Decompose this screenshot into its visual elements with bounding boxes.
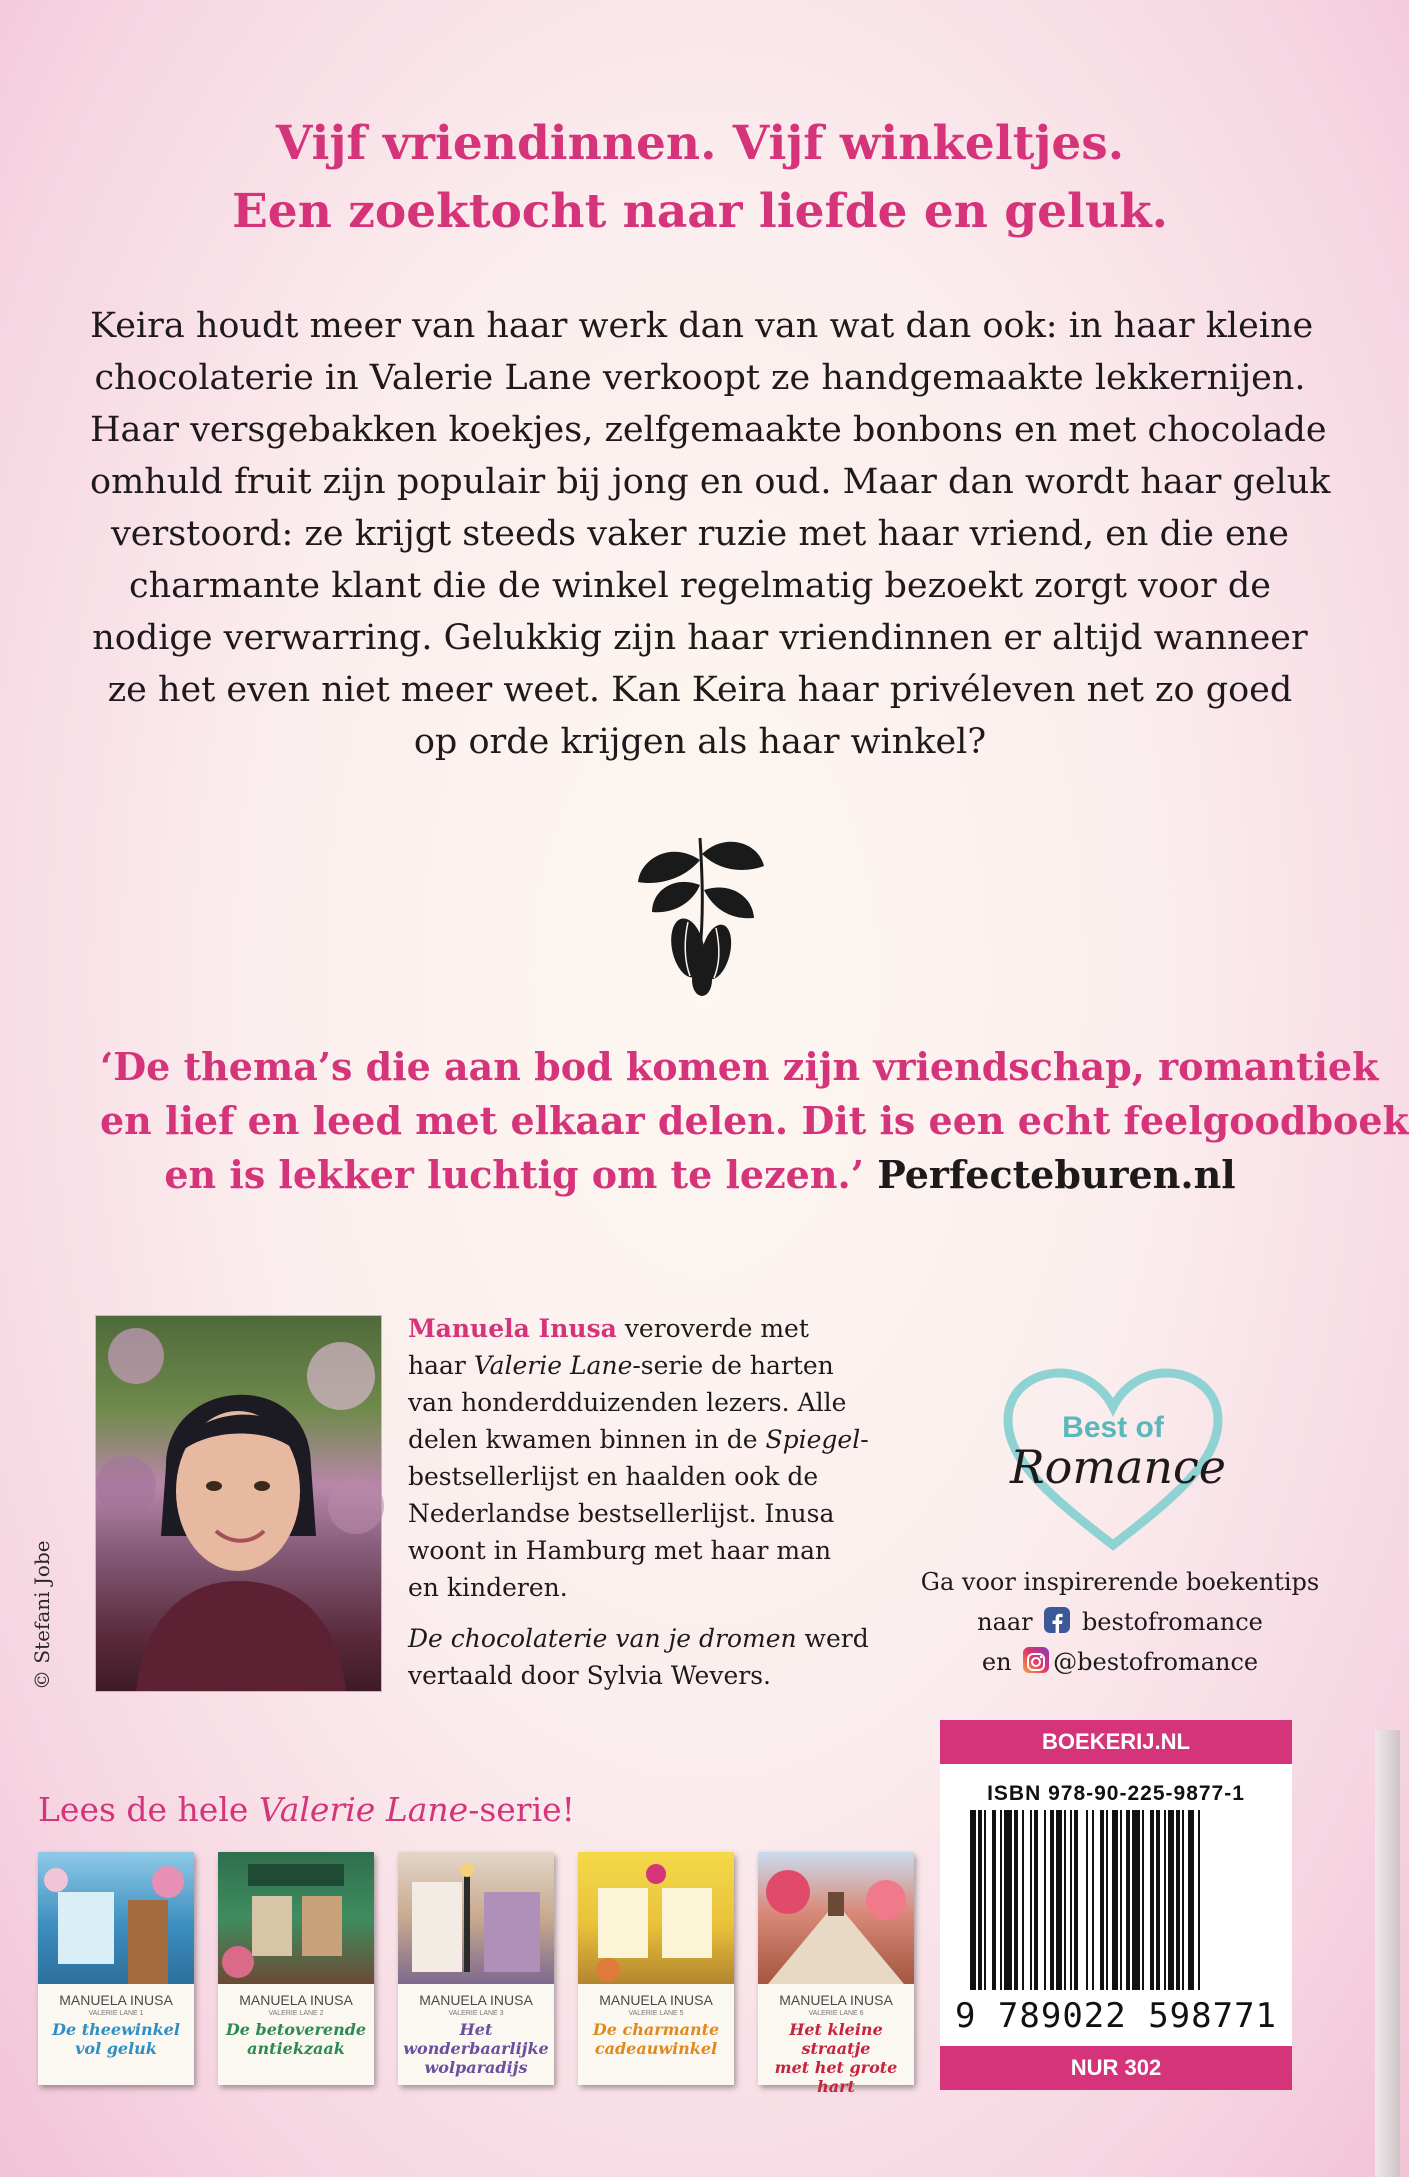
author-name: Manuela Inusa <box>408 1314 617 1343</box>
instagram-icon <box>1023 1647 1049 1673</box>
book-author: MANUELA INUSA <box>779 1992 893 2008</box>
isbn-text: ISBN 978-90-225-9877-1 <box>987 1782 1245 1805</box>
book-title: wolparadijs <box>424 2058 528 2077</box>
bio-text: bestsellerlijst en haalden ook de <box>408 1462 819 1491</box>
author-bio <box>408 1310 888 1694</box>
tips-text: Ga voor inspirerende boekentips <box>920 1568 1320 1596</box>
blurb-line: chocolaterie in Valerie Lane verkoopt ze handgemaakte lekkernijen. <box>94 358 1306 398</box>
bio-text: en kinderen. <box>408 1573 568 1602</box>
quote-line-3: en is lekker luchtig om te lezen.’ <box>164 1152 864 1197</box>
tips-text: en <box>981 1648 1012 1676</box>
blurb-line: nodige verwarring. Gelukkig zijn haar vriendinnen er altijd wanneer <box>92 618 1308 658</box>
series-heading <box>38 1790 575 1829</box>
best-of-romance-logo <box>988 1365 1238 1555</box>
blurb-line: ze het even niet meer weet. Kan Keira haar privéleven net zo goed <box>107 670 1293 710</box>
book-author: MANUELA INUSA <box>239 1992 353 2008</box>
book-series-number: VALERIE LANE 5 <box>628 2010 684 2017</box>
book-author: MANUELA INUSA <box>59 1992 173 2008</box>
book-author: MANUELA INUSA <box>599 1992 713 2008</box>
series-name: Valerie Lane <box>473 1351 633 1380</box>
review-quote <box>100 1040 1409 1202</box>
bio-text: woont in Hamburg met haar man <box>408 1536 832 1565</box>
book-author: MANUELA INUSA <box>419 1992 533 2008</box>
series-heading-text: Lees de hele <box>38 1790 259 1829</box>
blurb-line: op orde krijgen als haar winkel? <box>413 722 987 762</box>
book-series-number: VALERIE LANE 1 <box>88 2010 144 2017</box>
bio-text: -serie de harten <box>632 1351 834 1380</box>
blurb-line: charmante klant die de winkel regelmatig bezoekt zorgt voor de <box>129 566 1271 606</box>
instagram-handle[interactable]: @bestofromance <box>1053 1648 1259 1676</box>
quote-line-2: en lief en leed met elkaar delen. Dit is een echt feelgoodboek <box>100 1098 1409 1143</box>
blurb-line: verstoord: ze krijgt steeds vaker ruzie met haar vriend, en die ene <box>110 514 1290 554</box>
bio-text: haar <box>408 1351 474 1380</box>
book-title: Het wonderbaarlijke <box>403 2020 549 2058</box>
book-title: met het grote hart <box>774 2058 898 2096</box>
page-edge <box>1375 1730 1400 2177</box>
book-series-number: VALERIE LANE 3 <box>448 2010 504 2017</box>
series-book-1 <box>38 1852 194 2085</box>
nur-code: NUR 302 <box>940 2046 1292 2090</box>
book-title: cadeauwinkel <box>594 2039 718 2058</box>
blurb-line: Keira houdt meer van haar werk dan van wat dan ook: in haar kleine <box>90 306 1314 346</box>
publisher-site: BOEKERIJ.NL <box>940 1720 1292 1764</box>
barcode-icon <box>970 1810 1268 2010</box>
series-heading-text: Valerie Lane <box>258 1790 469 1829</box>
blurb <box>90 300 1331 768</box>
bio-text: van honderdduizenden lezers. Alle <box>408 1388 847 1417</box>
logo-text: Romance <box>1010 1440 1226 1494</box>
blurb-line: Haar versgebakken koekjes, zelfgemaakte bonbons en met chocolade <box>90 410 1327 450</box>
book-title: antiekzaak <box>247 2039 345 2058</box>
logo-text: Best of <box>1062 1411 1164 1444</box>
bio-text: delen kwamen binnen in de <box>408 1425 766 1454</box>
bio-text: veroverde met <box>616 1314 809 1343</box>
cocoa-branch-icon <box>630 830 770 1000</box>
tagline-line-1: Vijf vriendinnen. Vijf winkeltjes. <box>275 116 1125 171</box>
series-book-4 <box>578 1852 734 2085</box>
series-book-5 <box>758 1852 914 2096</box>
book-series-number: VALERIE LANE 2 <box>268 2010 324 2017</box>
bio-text: - <box>860 1425 869 1454</box>
author-photo <box>95 1315 382 1692</box>
book-title: De betoverende <box>225 2020 367 2039</box>
tagline <box>100 110 1300 246</box>
bio-text: Nederlandse bestsellerlijst. Inusa <box>408 1499 835 1528</box>
facebook-icon <box>1044 1607 1070 1633</box>
book-title: Het kleine straatje <box>789 2020 883 2058</box>
photo-credit: © Stefani Jobe <box>30 1540 54 1690</box>
book-title: vol geluk <box>75 2039 157 2058</box>
blurb-line: omhuld fruit zijn populair bij jong en oud. Maar dan wordt haar geluk <box>90 462 1331 502</box>
book-title: De theewinkel <box>52 2020 180 2039</box>
bio-text: werd <box>796 1624 869 1653</box>
series-book-2 <box>218 1852 374 2085</box>
book-title: De charmante <box>592 2020 720 2039</box>
series-heading-text: -serie! <box>468 1790 575 1829</box>
tagline-line-2: Een zoektocht naar liefde en geluk. <box>231 184 1168 239</box>
best-of-romance-tips <box>890 1562 1350 1682</box>
quote-source: Perfecteburen.nl <box>877 1152 1236 1197</box>
tips-text: naar <box>977 1608 1033 1636</box>
translator-credit: vertaald door Sylvia Wevers. <box>408 1661 771 1690</box>
barcode-digits: 9 789022 598771 <box>954 1996 1278 2036</box>
facebook-handle[interactable]: bestofromance <box>1081 1608 1263 1636</box>
quote-line-1: ‘De thema’s die aan bod komen zijn vriendschap, romantiek <box>100 1044 1379 1089</box>
series-book-3 <box>398 1852 554 2085</box>
book-series-number: VALERIE LANE 6 <box>808 2010 864 2017</box>
book-title: De chocolaterie van je dromen <box>408 1624 797 1653</box>
bio-text: Spiegel <box>765 1425 861 1454</box>
